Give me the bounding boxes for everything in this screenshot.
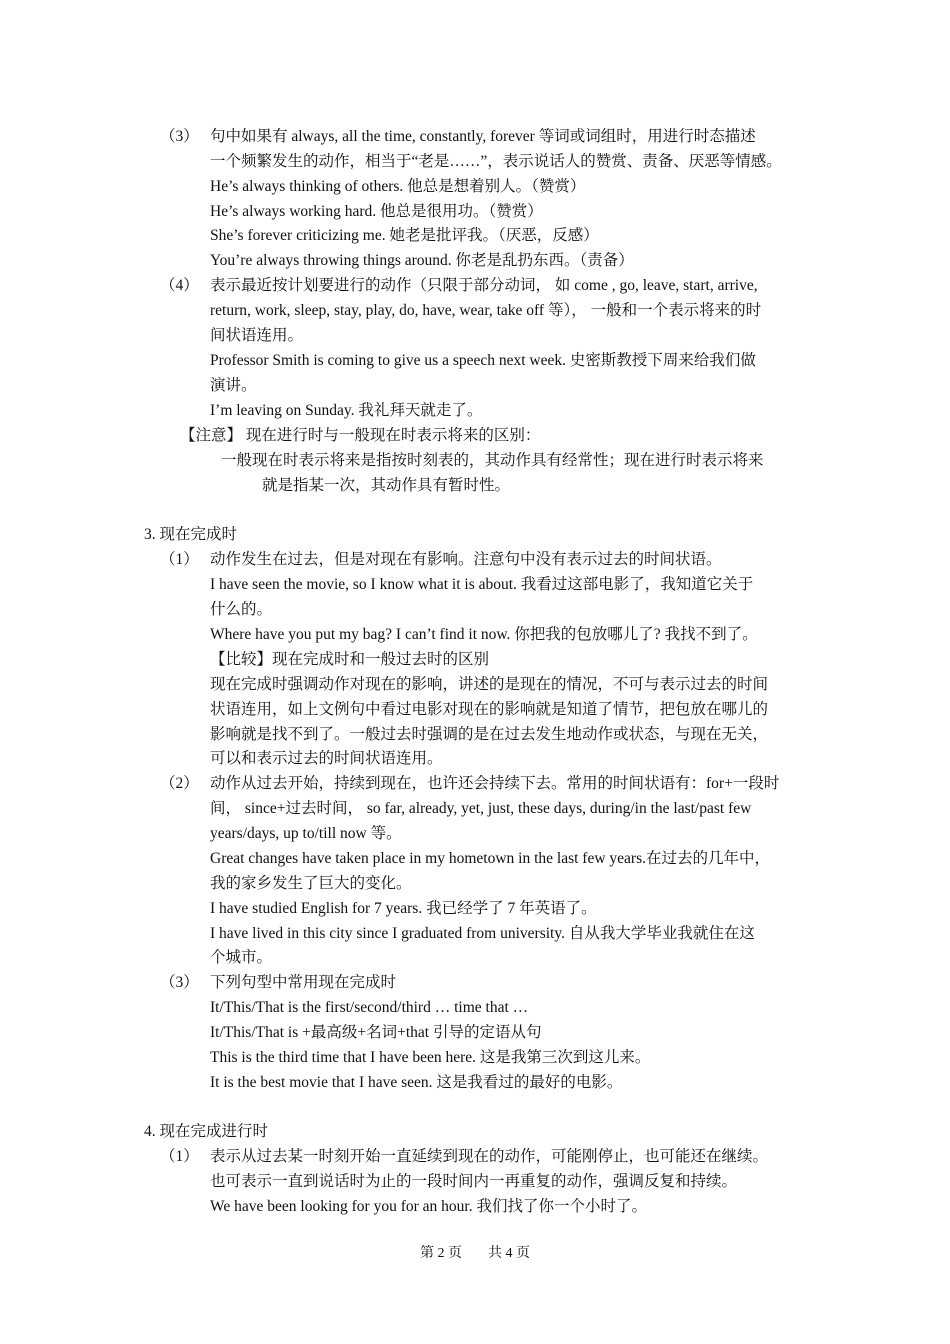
page-total: 共 4 页 <box>488 1246 530 1261</box>
text-line: 现在完成时强调动作对现在的影响，讲述的是现在的情况，不可与表示过去的时间 <box>210 676 769 693</box>
section-heading: 3. 现在完成时 <box>144 526 238 543</box>
text-line: 句中如果有 always, all the time, constantly, forever 等词或词组时，用进行时态描述 <box>210 128 756 145</box>
section-heading: 4. 现在完成进行时 <box>144 1123 269 1140</box>
text-line: 也可表示一直到说话时为止的一段时间内一再重复的动作，强调反复和持续。 <box>210 1173 738 1190</box>
item-number: （3） <box>160 974 199 991</box>
text-line: 间状语连用。 <box>210 327 304 344</box>
text-line: 动作发生在过去，但是对现在有影响。注意句中没有表示过去的时间状语。 <box>210 551 722 568</box>
text-line: It/This/That is the first/second/third … time that … <box>210 999 529 1016</box>
text-line: 一个频繁发生的动作，相当于“老是……”，表示说话人的赞赏、责备、厌恶等情感。 <box>210 153 782 170</box>
text-line: Where have you put my bag? I can’t find it now. 你把我的包放哪儿了? 我找不到了。 <box>210 626 758 643</box>
compare-heading: 【比较】现在完成时和一般过去时的区别 <box>210 651 490 668</box>
text-line: 演讲。 <box>210 377 257 394</box>
item-number: （1） <box>160 1148 199 1165</box>
text-line: 就是指某一次，其动作具有暂时性。 <box>262 477 511 494</box>
text-line: It is the best movie that I have seen. 这是我看过的最好的电影。 <box>210 1074 623 1091</box>
text-line: Great changes have taken place in my hometown in the last few years.在过去的几年中， <box>210 850 770 867</box>
text-line: 表示最近按计划要进行的动作（只限于部分动词， 如 come , go, leave, start, arrive, <box>210 277 758 294</box>
text-line: You’re always throwing things around. 你老是乱扔东西。（责备） <box>210 252 634 269</box>
text-line: I have seen the movie, so I know what it is about. 我看过这部电影了，我知道它关于 <box>210 576 754 593</box>
text-line: 可以和表示过去的时间状语连用。 <box>210 750 443 767</box>
text-line: I’m leaving on Sunday. 我礼拜天就走了。 <box>210 402 483 419</box>
text-line: He’s always thinking of others. 他总是想着别人。（赞赏） <box>210 178 586 195</box>
item-number: （2） <box>160 775 199 792</box>
text-line: 一般现在时表示将来是指按时刻表的，其动作具有经常性；现在进行时表示将来 <box>221 452 764 469</box>
text-line: 下列句型中常用现在完成时 <box>210 974 397 991</box>
item-number: （1） <box>160 551 199 568</box>
text-line: I have lived in this city since I graduated from university. 自从我大学毕业我就住在这 <box>210 925 755 942</box>
text-line: We have been looking for you for an hour. 我们找了你一个小时了。 <box>210 1198 647 1215</box>
text-line: years/days, up to/till now 等。 <box>210 825 402 842</box>
text-line: She’s forever criticizing me. 她老是批评我。（厌恶，反感） <box>210 227 599 244</box>
text-line: I have studied English for 7 years. 我已经学了 7 年英语了。 <box>210 900 597 917</box>
text-line: 影响就是找不到了。一般过去时强调的是在过去发生地动作或状态，与现在无关， <box>210 726 769 743</box>
text-line: It/This/That is +最高级+名词+that 引导的定语从句 <box>210 1024 542 1041</box>
text-line: Professor Smith is coming to give us a speech next week. 史密斯教授下周来给我们做 <box>210 352 756 369</box>
text-line: This is the third time that I have been here. 这是我第三次到这儿来。 <box>210 1049 651 1066</box>
note-heading: 【注意】 现在进行时与一般现在时表示将来的区别： <box>180 427 541 444</box>
text-line: 状语连用，如上文例句中看过电影对现在的影响就是知道了情节，把包放在哪儿的 <box>210 701 769 718</box>
text-line: 间， since+过去时间， so far, already, yet, just, these days, during/in the last/past few <box>210 800 752 817</box>
text-line: 个城市。 <box>210 949 273 966</box>
item-number: （3） <box>160 128 199 145</box>
page-number: 第 2 页 <box>420 1246 462 1261</box>
page-footer <box>0 1244 950 1264</box>
text-line: 我的家乡发生了巨大的变化。 <box>210 875 412 892</box>
text-line: return, work, sleep, stay, play, do, have, wear, take off 等）， 一般和一个表示将来的时 <box>210 302 762 319</box>
text-line: 什么的。 <box>210 601 273 618</box>
text-line: 表示从过去某一时刻开始一直延续到现在的动作，可能刚停止，也可能还在继续。 <box>210 1148 769 1165</box>
text-line: 动作从过去开始，持续到现在，也许还会持续下去。常用的时间状语有：for+一段时 <box>210 775 780 792</box>
item-number: （4） <box>160 277 199 294</box>
text-line: He’s always working hard. 他总是很用功。（赞赏） <box>210 203 543 220</box>
